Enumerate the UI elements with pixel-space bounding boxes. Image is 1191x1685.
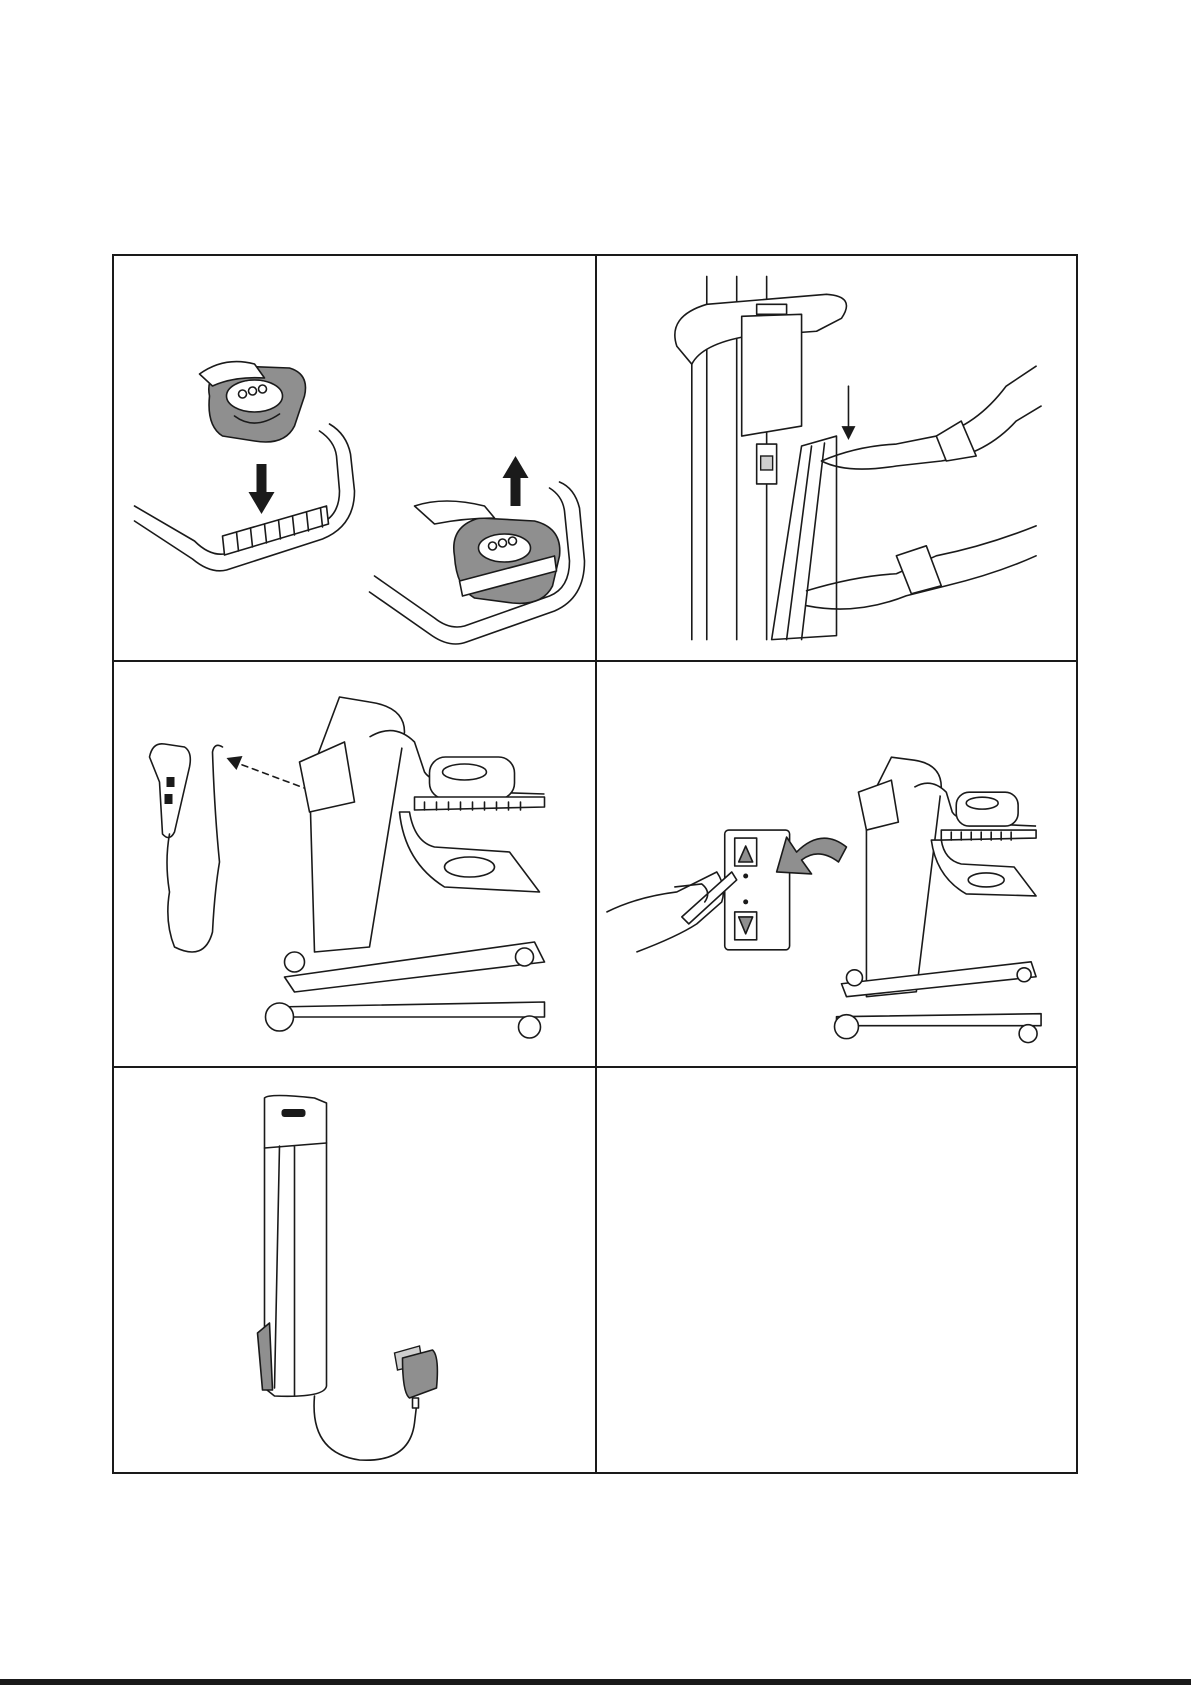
figure-3-hand-control-hang xyxy=(114,662,595,1068)
up-arrow-icon xyxy=(503,456,529,506)
hand-control-hang-illustration xyxy=(114,662,595,1066)
charger-cable xyxy=(314,1396,416,1460)
battery-unit xyxy=(258,1096,327,1397)
figure-6-empty xyxy=(595,1068,1076,1472)
dashed-arrow-icon xyxy=(227,756,310,790)
hands-illustration xyxy=(807,366,1042,609)
figure-4-control-buttons xyxy=(595,662,1076,1068)
handle-grip-left xyxy=(223,506,329,555)
hand-control-top xyxy=(200,362,306,442)
handle-attach-illustration xyxy=(114,256,595,660)
hand-control-clipped xyxy=(415,501,560,603)
battery-removal-illustration xyxy=(597,256,1076,660)
pen-hand xyxy=(607,872,737,952)
control-panel xyxy=(725,830,790,950)
illustration-grid xyxy=(112,254,1078,1474)
page-bottom-rule xyxy=(0,1679,1191,1685)
battery-charger-illustration xyxy=(114,1068,595,1472)
pointer-arrow-icon xyxy=(841,386,855,440)
hand-control-pendant xyxy=(150,744,223,952)
figure-1-handle-attach xyxy=(114,256,595,662)
figure-5-battery-charger xyxy=(114,1068,595,1472)
control-buttons-illustration xyxy=(597,662,1076,1066)
figure-2-battery-removal xyxy=(595,256,1076,662)
patient-lift xyxy=(266,697,545,1038)
patient-lift-small xyxy=(835,757,1042,1042)
curved-arrow-icon xyxy=(777,837,847,874)
down-arrow-icon xyxy=(249,464,275,514)
charger-plug-icon xyxy=(395,1346,438,1408)
